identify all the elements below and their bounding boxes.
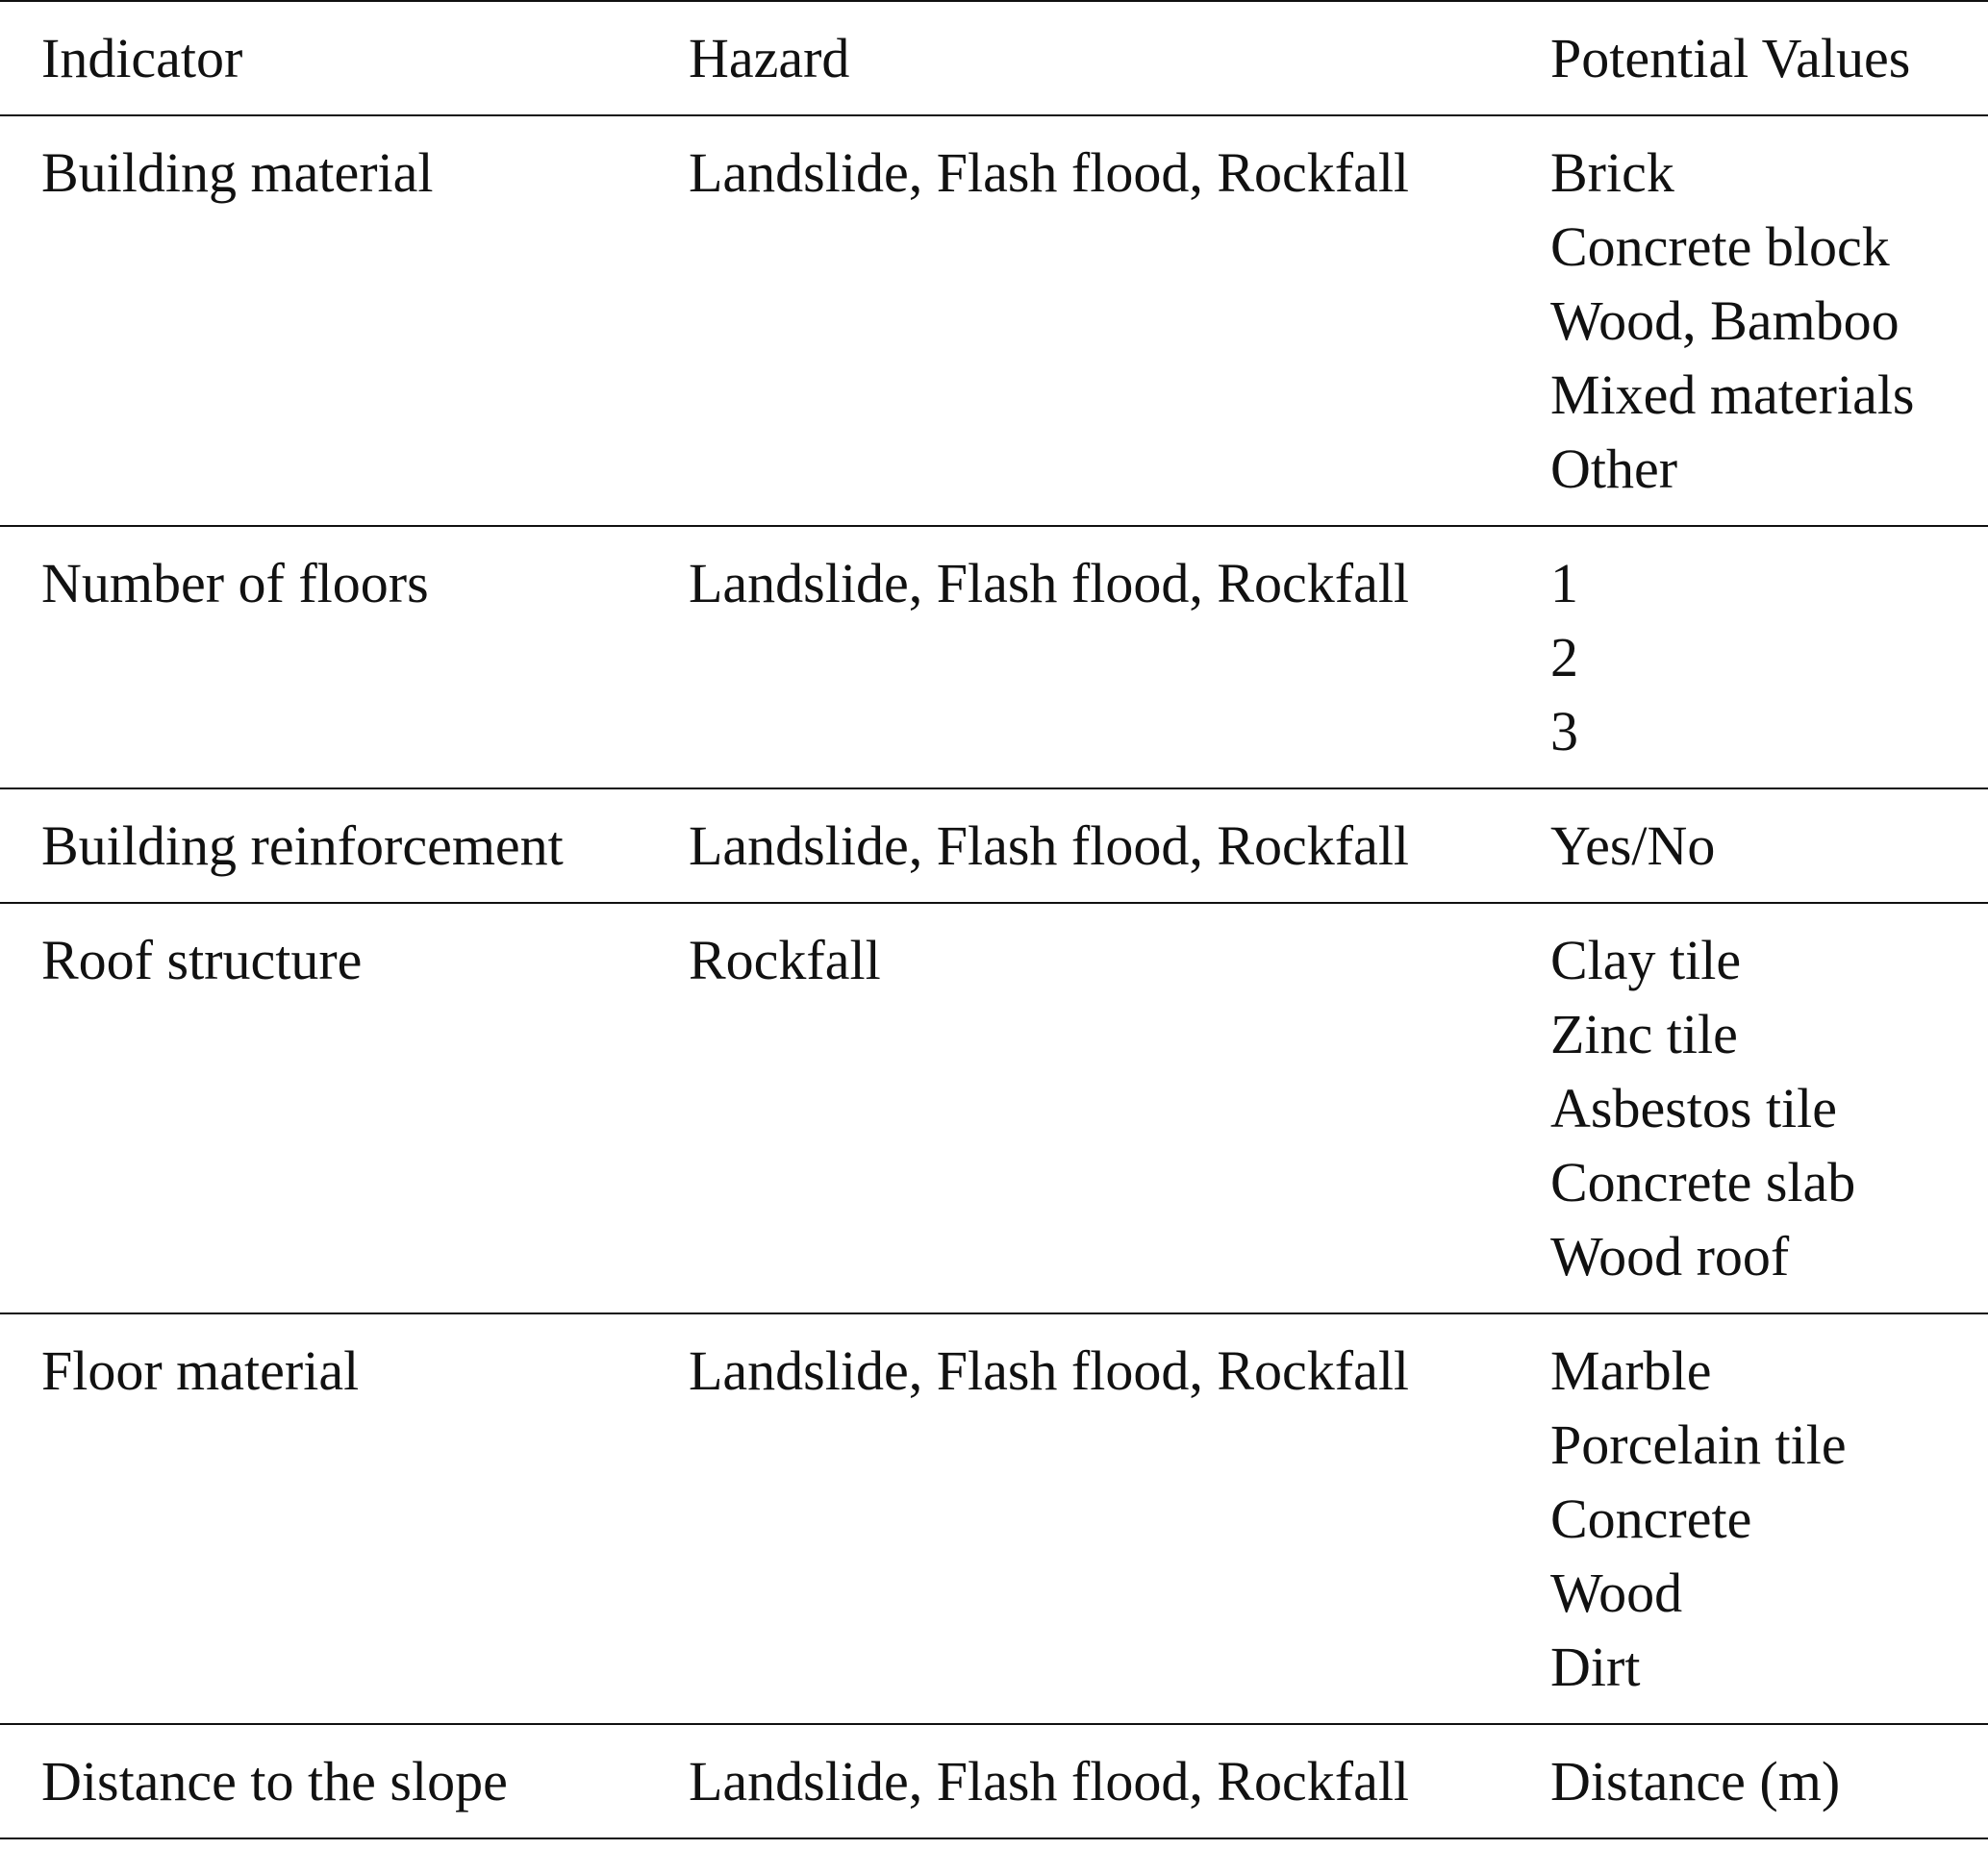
- table-row: [0, 526, 1988, 788]
- cell-hazard: Landslide, Flash flood, Rockfall: [689, 552, 1410, 614]
- value-item: Concrete slab: [1550, 1151, 1856, 1213]
- values-list: [1550, 923, 1988, 1293]
- value-item: Wood roof: [1550, 1225, 1790, 1288]
- cell-hazard: Rockfall: [689, 929, 881, 991]
- cell-hazard: Landslide, Flash flood, Rockfall: [689, 1750, 1410, 1812]
- values-list: [1550, 809, 1988, 883]
- cell-hazard: Landslide, Flash flood, Rockfall: [689, 814, 1410, 877]
- table-row: [0, 1313, 1988, 1724]
- value-item: Yes/No: [1550, 814, 1716, 877]
- value-item: Asbestos tile: [1550, 1077, 1838, 1139]
- table-row: [0, 1724, 1988, 1838]
- value-item: Concrete: [1550, 1488, 1752, 1550]
- value-item: Other: [1550, 438, 1678, 500]
- value-item: Marble: [1550, 1339, 1712, 1402]
- table-row: [0, 115, 1988, 526]
- values-list: [1550, 1334, 1988, 1704]
- value-item: Wood, Bamboo: [1550, 289, 1900, 352]
- table-row: [0, 903, 1988, 1313]
- values-list: [1550, 1744, 1988, 1818]
- header-indicator: Indicator: [41, 27, 243, 89]
- value-item: Mixed materials: [1550, 363, 1915, 426]
- value-item: Clay tile: [1550, 929, 1742, 991]
- value-item: Zinc tile: [1550, 1003, 1738, 1065]
- cell-values: [1550, 115, 1988, 526]
- value-item: Distance (m): [1550, 1750, 1841, 1812]
- values-list: [1550, 546, 1988, 768]
- table-row: [0, 788, 1988, 903]
- cell-indicator: Distance to the slope: [41, 1750, 508, 1812]
- header-potential-values: Potential Values: [1550, 27, 1911, 89]
- value-item: 3: [1550, 700, 1578, 762]
- cell-values: [1550, 788, 1988, 903]
- table-body: [0, 115, 1988, 1838]
- cell-hazard: Landslide, Flash flood, Rockfall: [689, 141, 1410, 204]
- value-item: Concrete block: [1550, 215, 1890, 278]
- cell-values: [1550, 526, 1988, 788]
- cell-hazard: Landslide, Flash flood, Rockfall: [689, 1339, 1410, 1402]
- cell-indicator: Building material: [41, 141, 434, 204]
- values-list: [1550, 136, 1988, 506]
- cell-indicator: Number of floors: [41, 552, 429, 614]
- cell-indicator: Building reinforcement: [41, 814, 564, 877]
- cell-values: [1550, 903, 1988, 1313]
- value-item: Wood: [1550, 1562, 1683, 1624]
- cell-values: [1550, 1724, 1988, 1838]
- value-item: Porcelain tile: [1550, 1413, 1847, 1476]
- value-item: 1: [1550, 552, 1578, 614]
- value-item: Brick: [1550, 141, 1674, 204]
- cell-indicator: Roof structure: [41, 929, 363, 991]
- value-item: 2: [1550, 626, 1578, 688]
- cell-values: [1550, 1313, 1988, 1724]
- header-hazard: Hazard: [689, 27, 850, 89]
- table-header: [0, 1, 1988, 115]
- value-item: Dirt: [1550, 1636, 1641, 1698]
- header-row: [0, 1, 1988, 115]
- cell-indicator: Floor material: [41, 1339, 360, 1402]
